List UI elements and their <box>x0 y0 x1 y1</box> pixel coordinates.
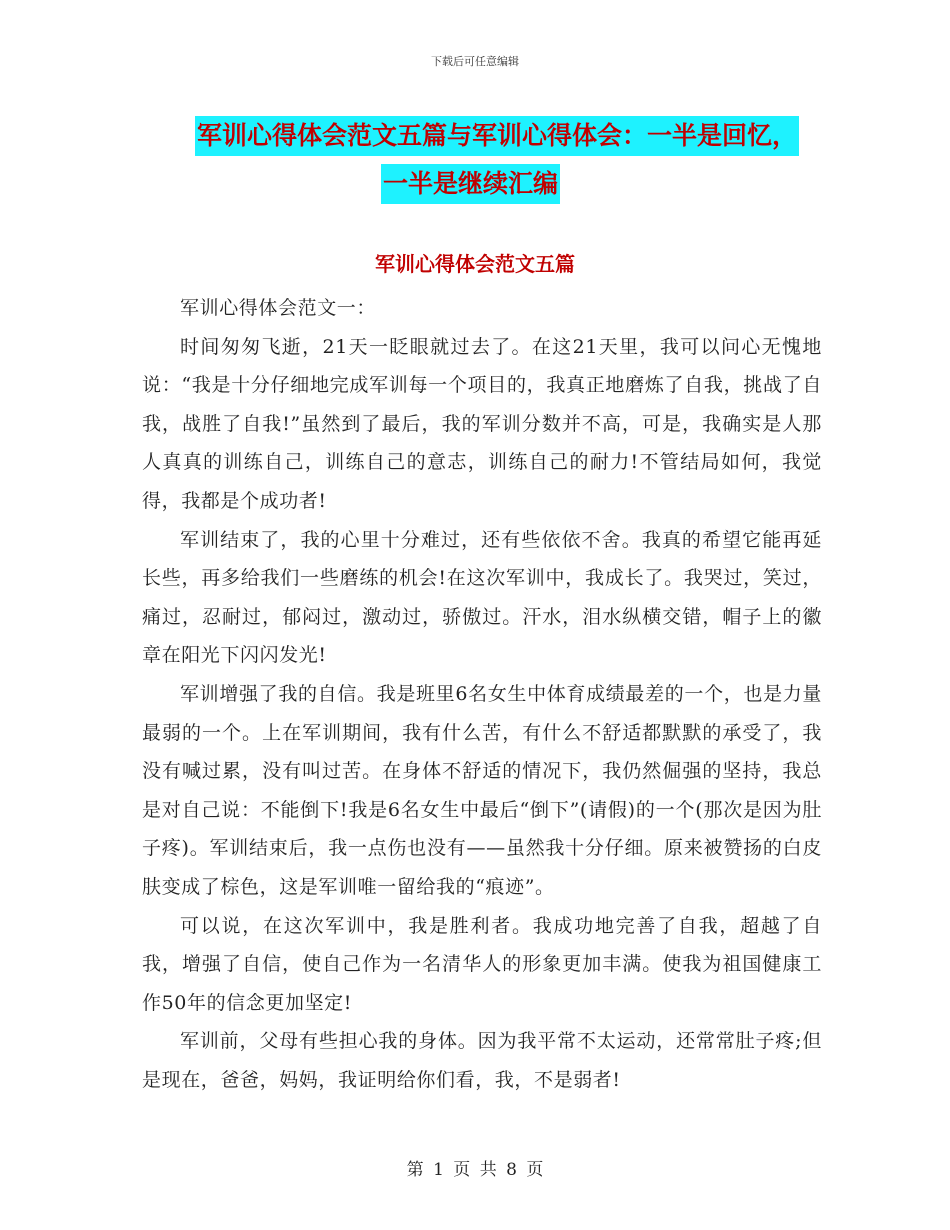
paragraph: 军训结束了，我的心里十分难过，还有些依依不舍。我真的希望它能再延长些，再多给我们一些磨练的机会!在这次军训中，我成长了。我哭过，笑过，痛过，忍耐过，郁闷过，激动过，骄傲过。汗水，泪水纵横交错，帽子上的徽章在阳光下闪闪发光! <box>142 528 822 667</box>
paragraph: 军训前，父母有些担心我的身体。因为我平常不太运动，还常常肚子疼;但是现在，爸爸，妈妈，我证明给你们看，我，不是弱者! <box>142 1030 822 1091</box>
header-note: 下载后可任意编辑 <box>431 55 519 68</box>
section-title: 军训心得体会范文五篇 <box>375 252 575 276</box>
paragraph: 可以说，在这次军训中，我是胜利者。我成功地完善了自我，超越了自我，增强了自信，使自己作为一名清华人的形象更加丰满。使我为祖国健康工作50年的信念更加坚定! <box>142 914 822 1014</box>
paragraph: 军训增强了我的自信。我是班里6名女生中体育成绩最差的一个，也是力量最弱的一个。上在军训期间，我有什么苦，有什么不舒适都默默的承受了，我没有喊过累，没有叫过苦。在身体不舒适的情况下，我仍然倔强的坚持，我总是对自己说：不能倒下!我是6名女生中最后“倒下”(请假)的一个(那次是因为肚子疼)。军训结束后，我一点伤也没有——虽然我十分仔细。原来被赞扬的白皮肤变成了棕色，这是军训唯一留给我的“痕迹”。 <box>142 682 822 898</box>
paragraph: 时间匆匆飞逝，21天一眨眼就过去了。在这21天里，我可以问心无愧地说：“我是十分仔细地完成军训每一个项目的，我真正地磨炼了自我，挑战了自我，战胜了自我!”虽然到了最后，我的军训分数并不高，可是，我确实是人那人真真的训练自己，训练自己的意志，训练自己的耐力!不管结局如何，我觉得，我都是个成功者! <box>142 335 822 512</box>
title-line-1: 军训心得体会范文五篇与军训心得体会：一半是回忆， <box>195 116 799 156</box>
paragraph-heading: 军训心得体会范文一： <box>180 297 377 319</box>
title-line-2: 一半是继续汇编 <box>381 164 560 204</box>
document-title <box>195 112 835 208</box>
body-text <box>142 289 822 1099</box>
page-footer: 第 1 页 共 8 页 <box>406 1160 544 1180</box>
